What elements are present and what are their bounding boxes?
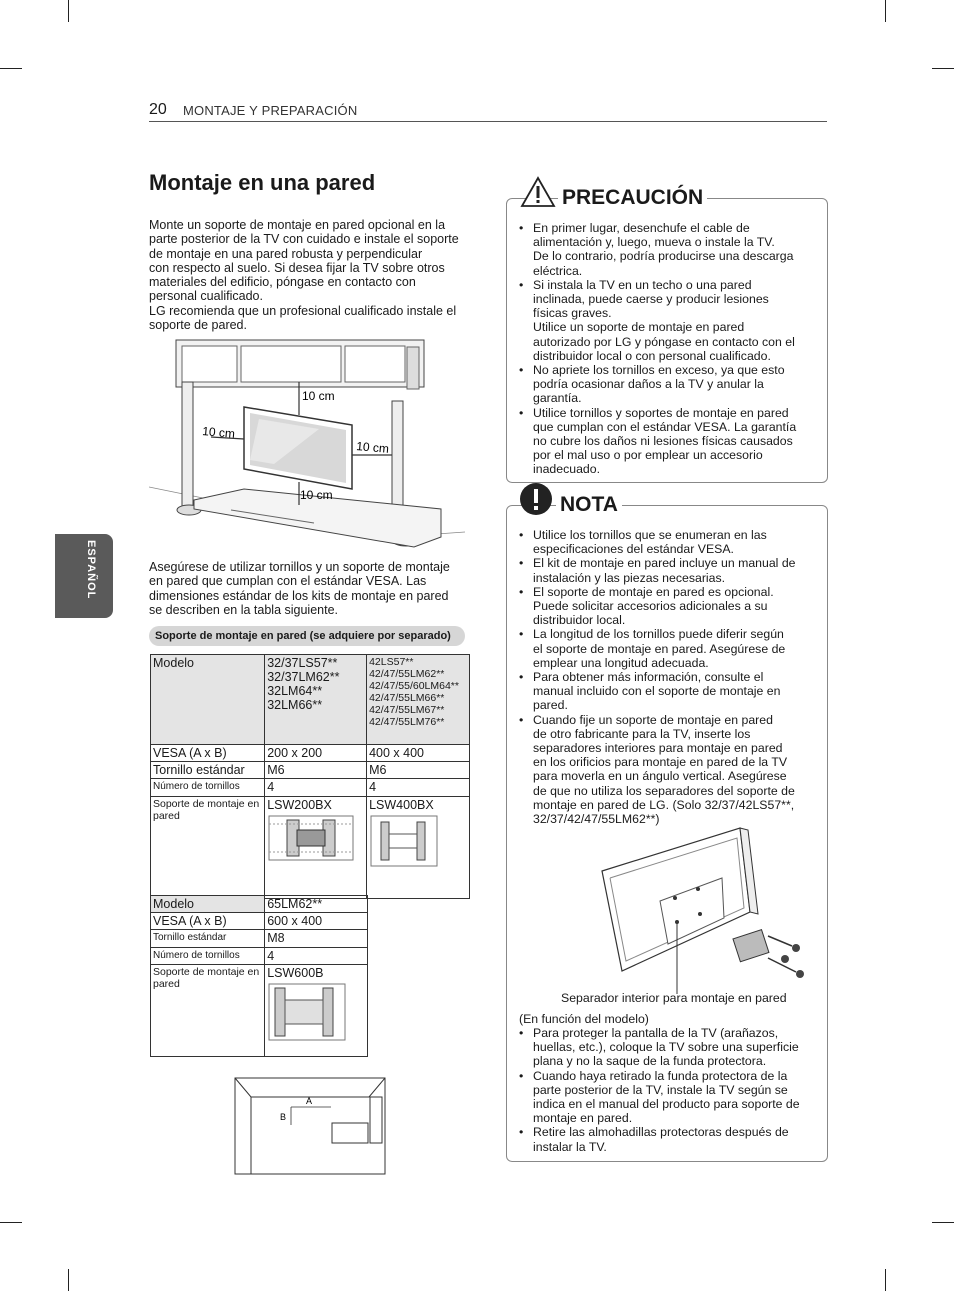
page-number: 20 (149, 101, 167, 118)
clearance-right-label: 10 cm (355, 439, 390, 456)
vesa-col2: 400 x 400 (367, 745, 470, 762)
intro-line: personal cualificado. (149, 289, 263, 304)
label-bracket: Soporte de montaje en pared (151, 796, 265, 898)
vesa-paragraph (149, 560, 469, 617)
caution-item-line: autorizado por LG y póngase en contacto con el (533, 334, 795, 349)
note-list (517, 528, 821, 826)
crop-mark (68, 0, 69, 22)
clearance-top-label: 10 cm (302, 389, 335, 403)
label-vesa-2: VESA (A x B) (151, 913, 265, 930)
caution-title: PRECAUCIÓN (558, 186, 707, 210)
warning-icon (520, 176, 556, 208)
note-item-line: • El soporte de montaje en pared es opcional. (533, 584, 774, 599)
note-title: NOTA (556, 493, 622, 517)
caution-item (517, 406, 821, 477)
note-item-line: 32/37/42/47/55LM62**) (533, 812, 660, 827)
caution-item-line: garantía. (533, 391, 582, 406)
note-sub-item (517, 1125, 821, 1153)
note-sub-item (517, 1069, 821, 1126)
note-item-line: en los orificios para montaje en pared de la TV (533, 755, 788, 770)
note-icon (519, 482, 553, 516)
model-name: 32/37LM62** (267, 670, 340, 684)
caution-item (517, 278, 821, 363)
note-item-line: • Para obtener más información, consulte el (533, 670, 764, 685)
label-model-2: Modelo (151, 896, 265, 913)
caution-list (517, 221, 821, 477)
caution-item-line: no cubre los daños ni lesiones físicas causados (533, 434, 793, 449)
caution-item-line: por el mal uso o por emplear un accesorio (533, 448, 763, 463)
wall-clearance-figure (149, 337, 465, 552)
note-item-line: distribuidor local. (533, 613, 626, 628)
vesa-table-2 (150, 895, 368, 1057)
model-name: 42LS57** (369, 656, 414, 668)
dimension-a-label: A (306, 1096, 313, 1106)
intro-line: materiales del edificio, póngase en contacto con (149, 275, 416, 290)
model-name: 42/47/55LM76** (369, 716, 445, 728)
tv-back-ab-diagram (234, 1077, 386, 1175)
label-vesa: VESA (A x B) (151, 745, 265, 762)
vesa-65: 600 x 400 (265, 913, 368, 930)
caution-item (517, 221, 821, 278)
model-65: 65LM62** (265, 896, 368, 913)
vesa-line: Asegúrese de utilizar tornillos y un soporte de montaje (149, 560, 450, 574)
crop-mark (885, 0, 886, 22)
note-sub-item-line: huellas, etc.), coloque la TV sobre una superficie (533, 1040, 799, 1055)
intro-line: parte posterior de la TV con cuidado e instale el soporte (149, 232, 459, 247)
vesa-line: se describen en la tabla siguiente. (149, 602, 339, 617)
note-sub-item-line: instalar la TV. (533, 1139, 607, 1154)
label-model: Modelo (151, 655, 265, 745)
crop-mark (0, 68, 22, 69)
note-item (517, 528, 821, 556)
count-col2: 4 (367, 779, 470, 797)
language-tab-label: ESPAÑOL (85, 540, 97, 600)
caution-item-line: inadecuado. (533, 462, 601, 477)
lsw200bx-bracket-icon (267, 814, 355, 862)
note-item (517, 556, 821, 584)
note-item-line: el soporte de montaje en pared. Asegúrese de (533, 641, 786, 656)
language-tab (55, 534, 113, 618)
note-item (517, 713, 821, 827)
note-item-line: pared. (533, 698, 568, 713)
note-sub-item-line: • Retire las almohadillas protectoras después de (533, 1125, 789, 1140)
dimension-b-label: B (280, 1112, 287, 1122)
spacer-caption: Separador interior para montaje en pared (561, 991, 787, 1005)
note-sub-item-line: indica en el manual del producto para soporte de (533, 1097, 800, 1112)
note-item-line: especificaciones del estándar VESA. (533, 542, 734, 557)
bracket-col2-name: LSW400BX (369, 797, 434, 812)
caution-item-line: distribuidor local o con personal cualificado. (533, 348, 771, 363)
crop-mark (0, 1222, 22, 1223)
model-name: 32LM64** (267, 684, 323, 698)
crop-mark (885, 1269, 886, 1291)
screw-col1: M6 (265, 762, 367, 779)
vesa-col1: 200 x 200 (265, 745, 367, 762)
note-sub-item-line: parte posterior de la TV, instale la TV según se (533, 1082, 788, 1097)
screw-65: M8 (265, 930, 368, 948)
note-item-line: de que no utiliza los separadores del soporte de (533, 783, 795, 798)
note-sub-list (517, 1026, 821, 1154)
lsw400bx-bracket-icon (369, 814, 439, 868)
count-65: 4 (265, 947, 368, 965)
note-item-line: • El kit de montaje en pared incluye un manual de (533, 556, 796, 571)
note-item (517, 585, 821, 628)
bracket-col1 (265, 796, 367, 898)
note-item-line: • Utilice los tornillos que se enumeran en las (533, 528, 767, 542)
caution-item-line: • No apriete los tornillos en exceso, ya que esto (533, 363, 785, 378)
label-screw: Tornillo estándar (151, 762, 265, 779)
caution-item (517, 363, 821, 406)
caution-item-line: alimentación y, luego, mueva o instale la TV. (533, 235, 775, 250)
caution-item-line: inclinada, puede caerse y producir lesiones (533, 292, 769, 307)
bracket-65-name: LSW600B (267, 966, 324, 980)
note-sub-item-line: • Para proteger la pantalla de la TV (arañazos, (533, 1026, 779, 1040)
vesa-line: dimensiones estándar de los kits de montaje en pared (149, 588, 449, 603)
note-sub-item (517, 1026, 821, 1069)
table-caption: Soporte de montaje en pared (se adquiere por separado) (149, 626, 465, 646)
models-col2 (367, 655, 470, 745)
caution-item-line: • En primer lugar, desenchufe el cable de (533, 221, 750, 235)
note-item-line: Puede solicitar accesorios adicionales a su (533, 599, 768, 614)
model-name: 42/47/55LM62** (369, 668, 445, 680)
model-name: 32/37LS57** (267, 656, 338, 670)
tv-spacer-figure (600, 826, 812, 994)
clearance-left-label: 10 cm (201, 424, 236, 441)
model-name: 42/47/55LM67** (369, 704, 445, 716)
lsw600b-bracket-icon (267, 982, 347, 1042)
note-sub-item-line: plana y no la saque de la funda protectora. (533, 1054, 767, 1069)
header-rule (149, 121, 827, 122)
caution-item-line: eléctrica. (533, 263, 583, 278)
note-item-line: emplear una longitud adecuada. (533, 655, 709, 670)
note-item-line: montaje en pared de LG. (Solo 32/37/42LS57**, (533, 797, 795, 812)
intro-line: de montaje en una pared robusta y perpendicular (149, 246, 423, 261)
model-dependent-heading: (En función del modelo) (519, 1012, 649, 1026)
caution-item-line: podría ocasionar daños a la TV y anular la (533, 377, 764, 392)
note-sub-item-line: • Cuando haya retirado la funda protectora de la (533, 1068, 788, 1083)
label-screw-count: Número de tornillos (151, 779, 265, 797)
bracket-col2 (367, 796, 470, 898)
note-item-line: de otro fabricante para la TV, inserte los (533, 726, 751, 741)
note-item-line: manual incluido con el soporte de montaje en (533, 684, 781, 699)
model-name: 32LM66** (267, 698, 323, 712)
crop-mark (932, 1222, 954, 1223)
note-item-line: separadores interiores para montaje en pared (533, 741, 783, 756)
intro-line: Monte un soporte de montaje en pared opcional en la (149, 218, 446, 232)
note-item (517, 670, 821, 713)
crop-mark (68, 1269, 69, 1291)
note-item-line: instalación y las piezas necesarias. (533, 570, 726, 585)
page-title: Montaje en una pared (149, 170, 376, 195)
vesa-line: en pared que cumplan con el estándar VESA. Las (149, 574, 427, 589)
note-item-line: • Cuando fije un soporte de montaje en pared (533, 712, 773, 727)
models-col1 (265, 655, 367, 745)
intro-line: soporte de pared. (149, 318, 247, 333)
note-sub-item-line: montaje en pared. (533, 1111, 633, 1126)
caution-item-line: Utilice un soporte de montaje en pared (533, 320, 745, 335)
note-item-line: • La longitud de los tornillos puede diferir según (533, 627, 784, 642)
intro-paragraph (149, 218, 469, 332)
caution-item-line: • Utilice tornillos y soportes de montaje en pared (533, 405, 789, 420)
intro-line: LG recomienda que un profesional cualificado instale el (149, 303, 457, 318)
section-title: MONTAJE Y PREPARACIÓN (183, 103, 358, 118)
screw-col2: M6 (367, 762, 470, 779)
label-screw-count-2: Número de tornillos (151, 947, 265, 965)
label-bracket-2: Soporte de montaje en pared (151, 965, 265, 1057)
caution-item-line: De lo contrario, podría producirse una descarga (533, 249, 794, 264)
vesa-table-1 (150, 654, 470, 899)
clearance-bottom-label: 10 cm (300, 488, 333, 502)
note-item-line: para moverla en un ángulo vertical. Asegúrese (533, 769, 787, 784)
note-item (517, 627, 821, 670)
caution-item-line: • Si instala la TV en un techo o una pared (533, 277, 752, 292)
model-name: 42/47/55/60LM64** (369, 680, 459, 692)
caution-item-line: físicas graves. (533, 306, 612, 321)
crop-mark (932, 68, 954, 69)
bracket-65 (265, 965, 368, 1057)
intro-line: con respecto al suelo. Si desea fijar la TV sobre otros (149, 260, 445, 275)
label-screw-2: Tornillo estándar (151, 930, 265, 948)
bracket-col1-name: LSW200BX (267, 797, 332, 812)
count-col1: 4 (265, 779, 367, 797)
caution-item-line: que cumplan con el estándar VESA. La garantía (533, 419, 797, 434)
model-name: 42/47/55LM66** (369, 692, 445, 704)
